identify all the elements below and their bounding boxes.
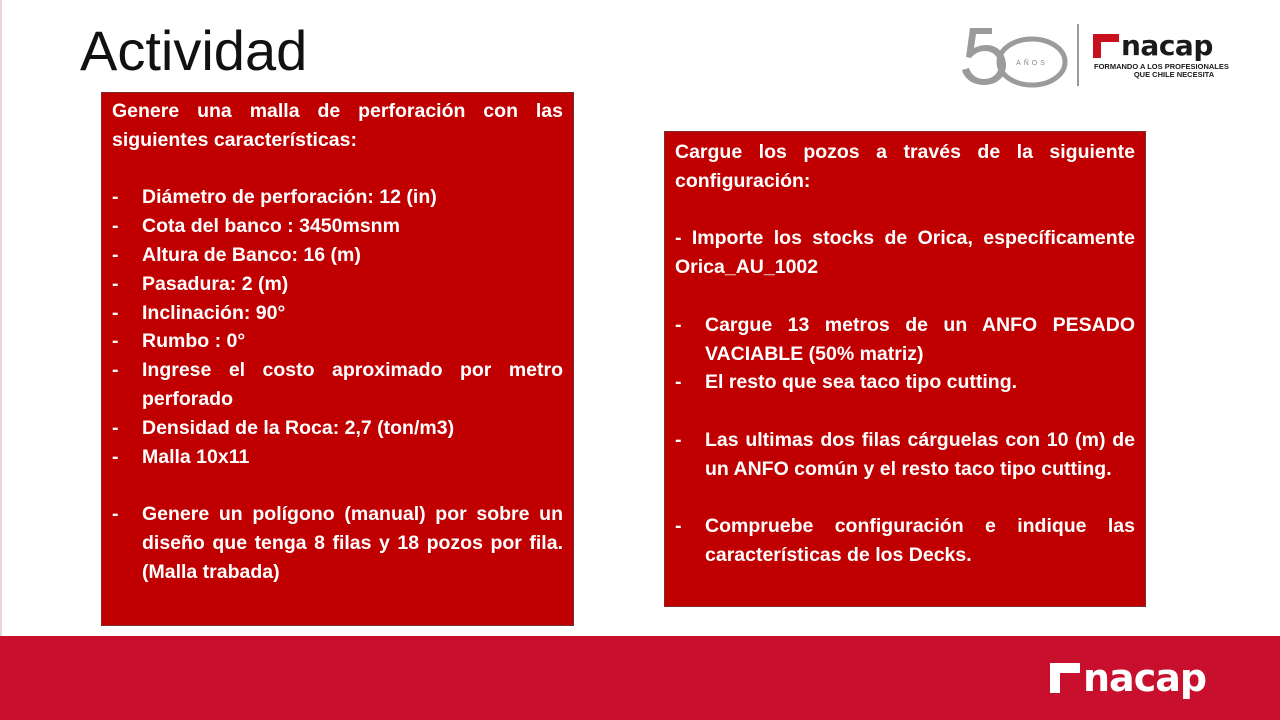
list-item-text: Compruebe configuración e indique las características de los Decks.	[705, 515, 1135, 567]
list-item	[675, 368, 1135, 397]
list-item	[675, 426, 1135, 484]
brand-mark-icon	[1093, 34, 1119, 58]
list-item-text: Pasadura: 2 (m)	[142, 272, 289, 295]
import-instruction: - Importe los stocks de Orica, específicamente Orica_AU_1002	[675, 227, 1135, 279]
bullet-dash: -	[675, 428, 682, 451]
bullet-dash: -	[675, 371, 682, 394]
list-item-text: Cota del banco : 3450msnm	[142, 215, 400, 238]
footer-brand-wordmark: nacap	[1083, 656, 1207, 700]
bullet-dash: -	[112, 215, 119, 238]
list-item-text: Altura de Banco: 16 (m)	[142, 243, 361, 266]
spacer	[675, 282, 1135, 311]
list-item	[112, 356, 563, 414]
spacer	[675, 196, 1135, 225]
list-item	[112, 241, 563, 270]
list-item-text: Cargue 13 metros de un ANFO PESADO VACIABLE (50% matriz)	[705, 313, 1135, 365]
list-item	[112, 414, 563, 443]
list-item-text: Rumbo : 0°	[142, 330, 246, 353]
blast-loading-box	[664, 131, 1146, 607]
bullet-dash: -	[675, 313, 682, 336]
list-item-text: Diámetro de perforación: 12 (in)	[142, 186, 437, 209]
brand-tagline-line1: FORMANDO A LOS PROFESIONALES	[1094, 62, 1229, 71]
bullet-dash: -	[112, 359, 119, 382]
header-brand-logo	[1093, 29, 1213, 62]
loading-intro: Cargue los pozos a través de la siguiente configuración:	[675, 141, 1135, 192]
bullet-dash: -	[112, 503, 119, 526]
spacer	[675, 397, 1135, 426]
list-item-text: Densidad de la Roca: 2,7 (ton/m3)	[142, 416, 455, 439]
spacer	[112, 471, 563, 500]
page-title: Actividad	[80, 19, 308, 82]
bullet-dash: -	[112, 330, 119, 353]
bullet-dash: -	[112, 243, 119, 266]
brand-tagline	[1094, 63, 1250, 79]
list-item-text: Genere un polígono (manual) por sobre un diseño que tenga 8 filas y 18 pozos por fila. (Malla trabada)	[142, 503, 563, 583]
footer-brand-logo	[1050, 656, 1207, 700]
list-item	[112, 270, 563, 299]
list-item	[112, 500, 563, 586]
footer-brand-mark-icon	[1050, 663, 1080, 693]
anniversary-word: AÑOS	[1016, 60, 1048, 67]
list-item	[112, 443, 563, 472]
bullet-dash: -	[675, 515, 682, 538]
slide-left-border	[0, 0, 2, 720]
brand-wordmark: nacap	[1121, 29, 1213, 62]
list-item-text: El resto que sea taco tipo cutting.	[705, 371, 1018, 394]
list-item	[112, 327, 563, 356]
bullet-dash: -	[112, 186, 119, 209]
spacer	[675, 484, 1135, 513]
bullet-dash: -	[112, 416, 119, 439]
list-item	[675, 512, 1135, 570]
brand-tagline-line2: QUE CHILE NECESITA	[1133, 70, 1215, 79]
anniversary-50-logo	[958, 22, 1068, 88]
list-item-text: Ingrese el costo aproximado por metro perforado	[142, 359, 563, 410]
bullet-dash: -	[112, 272, 119, 295]
list-item-text: Las ultimas dos filas cárguelas con 10 (m) de un ANFO común y el resto taco tipo cutting.	[705, 428, 1135, 480]
drilling-intro: Genere una malla de perforación con las siguientes características:	[112, 100, 563, 151]
list-item	[112, 183, 563, 212]
bullet-dash: -	[112, 445, 119, 468]
list-item-text: Malla 10x11	[142, 445, 250, 468]
drilling-pattern-box	[101, 92, 574, 626]
list-item-text: Inclinación: 90°	[142, 301, 286, 324]
list-item	[112, 299, 563, 328]
list-item	[675, 311, 1135, 369]
logo-divider	[1077, 24, 1079, 86]
bullet-dash: -	[112, 301, 119, 324]
list-item	[112, 212, 563, 241]
spacer	[112, 155, 563, 184]
